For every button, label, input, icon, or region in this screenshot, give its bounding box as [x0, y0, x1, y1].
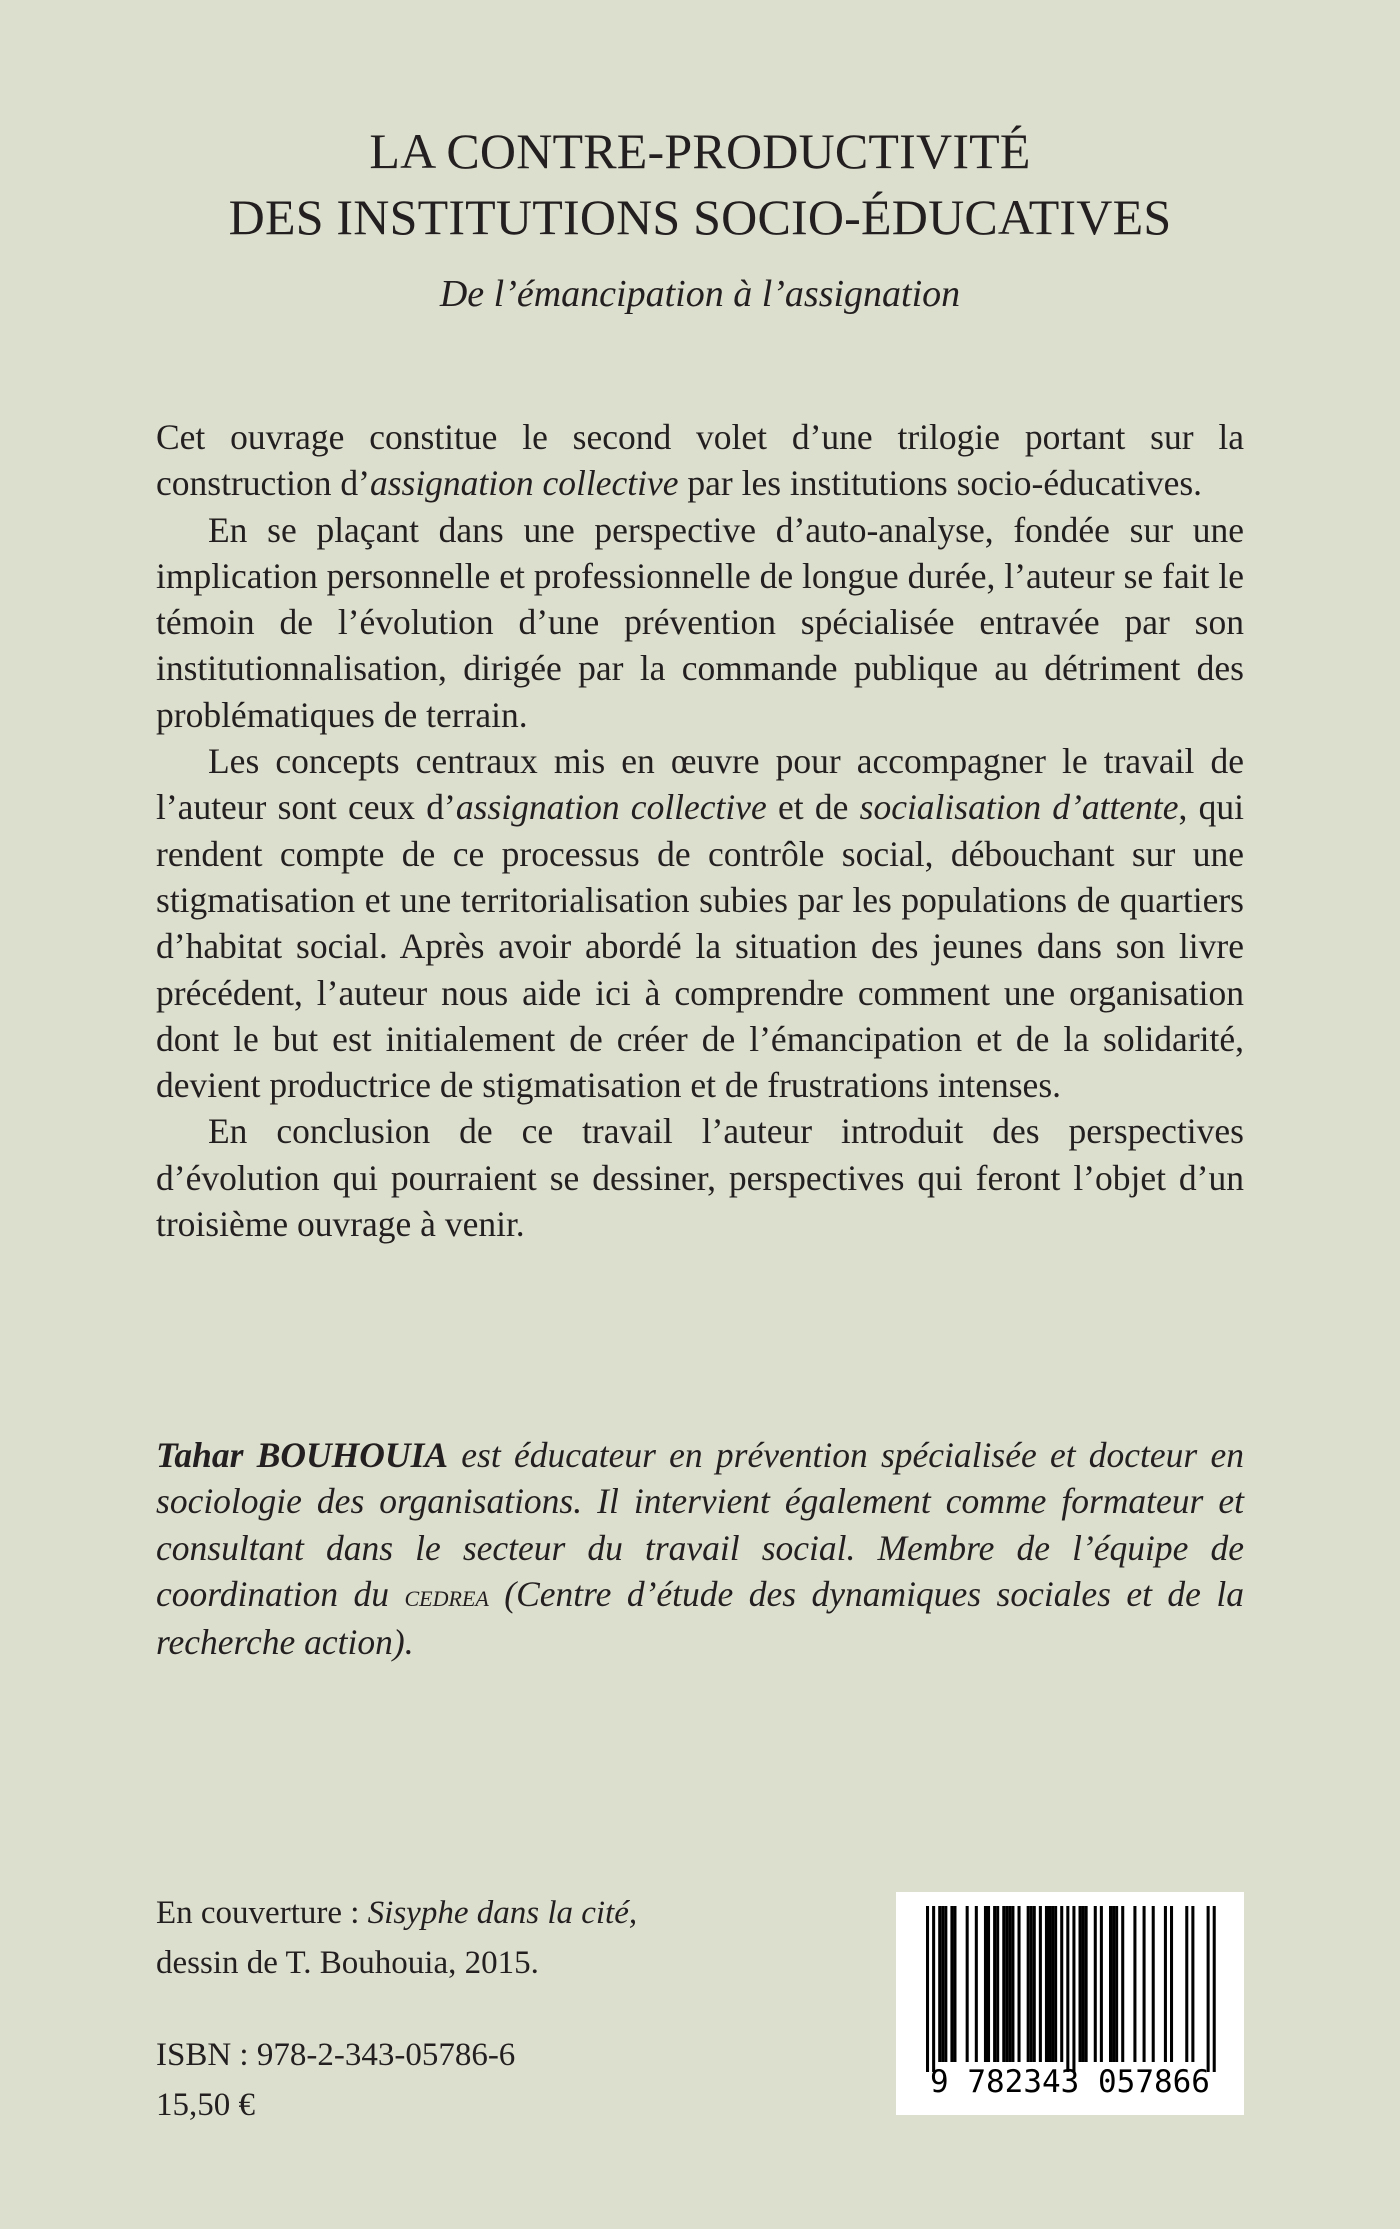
barcode-bar [984, 1906, 987, 2062]
author-bio: Tahar BOUHOUIA est éducateur en prévention spécialisée et docteur en sociologie des organisations. Il intervient également comme formateur et consultant dans le secteur du travail social. Membre de l’équipe de coordination du cedrea (Centre d’étude des dynamiques sociales et de la recherche action). [156, 1435, 1244, 1663]
price: 15,50 € [156, 2087, 255, 2123]
title-line-1: LA CONTRE-PRODUCTIVITÉ [369, 123, 1031, 179]
barcode-bar [966, 1906, 969, 2062]
barcode-guard-bar [926, 1906, 929, 2072]
summary-paragraph-3: Les concepts centraux mis en œuvre pour accompagner le travail de l’auteur sont ceux d’assignation collective et de socialisation d’attente, qui rendent compte de ce processus de contrôle social, débouchant sur une stigmatisation et une territorialisation subies par les populations de quartiers d’habitat social. Après avoir abordé la situation des jeunes dans son livre précédent, l’auteur nous aide ici à comprendre comment une organisation dont le but est initialement de créer de l’émancipation et de la solidarité, devient productrice de stigmatisation et de frustrations intenses. [156, 741, 1244, 1106]
summary-paragraph-1: Cet ouvrage constitue le second volet d’une trilogie portant sur la construction d’assignation collective par les institutions socio-éducatives. [156, 417, 1244, 504]
barcode-bar [1048, 1906, 1051, 2062]
barcode-bar [1060, 1906, 1063, 2062]
org-name: cedrea [404, 1577, 489, 1613]
barcode-bar [996, 1906, 999, 2062]
barcode-bar [975, 1906, 978, 2062]
barcode-bar [1054, 1906, 1057, 2062]
barcode-bar [1152, 1906, 1155, 2062]
cover-artwork-title: Sisyphe dans la cité, [367, 1895, 638, 1931]
barcode-guard-bar [1066, 1906, 1069, 2072]
barcode-bar [1170, 1906, 1173, 2062]
barcode-bar [1051, 1906, 1054, 2062]
cover-credit: En couverture : Sisyphe dans la cité, dessin de T. Bouhouia, 2015. [156, 1895, 638, 1981]
barcode-bar [950, 1906, 953, 2062]
barcode-bar [1018, 1906, 1021, 2062]
barcode-guard-bar [1072, 1906, 1075, 2072]
barcode-bar [1100, 1906, 1103, 2062]
barcode-bar [1164, 1906, 1167, 2062]
barcode-guard-bar [1213, 1906, 1216, 2072]
barcode-guard-bar [1207, 1906, 1210, 2072]
barcode-bar [944, 1906, 947, 2062]
title-line-2: DES INSTITUTIONS SOCIO-ÉDUCATIVES [228, 189, 1172, 245]
barcode-bar [1143, 1906, 1146, 2062]
barcode-bar [938, 1906, 941, 2062]
summary-paragraph-2: En se plaçant dans une perspective d’auto-analyse, fondée sur une implication personnelle et professionnelle de longue durée, l’auteur se fait le témoin de l’évolution d’une prévention spécialisée entravée par son institutionnalisation, dirigée par la commande publique au détriment des problématiques de terrain. [156, 509, 1244, 735]
barcode-bar [1133, 1906, 1136, 2062]
barcode-bar [1115, 1906, 1118, 2062]
barcode-bar [1109, 1906, 1112, 2062]
barcode-bar [1002, 1906, 1005, 2062]
barcode-bar [941, 1906, 944, 2062]
barcode-bar [1121, 1906, 1124, 2062]
barcode-bar [1094, 1906, 1097, 2062]
barcode-bar [1079, 1906, 1082, 2062]
barcode-bar [993, 1906, 996, 2062]
barcode-bar [1033, 1906, 1036, 2062]
barcode-bar [1112, 1906, 1115, 2062]
book-subtitle: De l’émancipation à l’assignation [439, 273, 961, 315]
book-title [0, 118, 1400, 250]
barcode-bar [1039, 1906, 1042, 2062]
barcode-bar [1005, 1906, 1008, 2062]
barcode-bar [953, 1906, 956, 2062]
barcode-bar [1027, 1906, 1030, 2062]
barcode-bar [1085, 1906, 1088, 2062]
barcode [896, 1892, 1244, 2115]
barcode-bar [1045, 1906, 1048, 2062]
barcode-bar [1191, 1906, 1194, 2062]
barcode-guard-bar [932, 1906, 935, 2072]
summary-text [156, 414, 1244, 1247]
isbn: ISBN : 978-2-343-05786-6 [156, 2037, 516, 2073]
isbn-price-block [156, 2030, 515, 2130]
barcode-bar [1008, 1906, 1011, 2062]
barcode-bar [1030, 1906, 1033, 2062]
barcode-bar [1011, 1906, 1014, 2062]
barcode-digits: 9 782343 057866 [930, 2064, 1210, 2100]
author-name: Tahar BOUHOUIA [156, 1435, 449, 1475]
barcode-bar [987, 1906, 990, 2062]
barcode-bar [1185, 1906, 1188, 2062]
summary-paragraph-4: En conclusion de ce travail l’auteur introduit des perspectives d’évolution qui pourraient se dessiner, perspectives qui feront l’objet d’un troisième ouvrage à venir. [156, 1111, 1244, 1245]
barcode-bar [1082, 1906, 1085, 2062]
